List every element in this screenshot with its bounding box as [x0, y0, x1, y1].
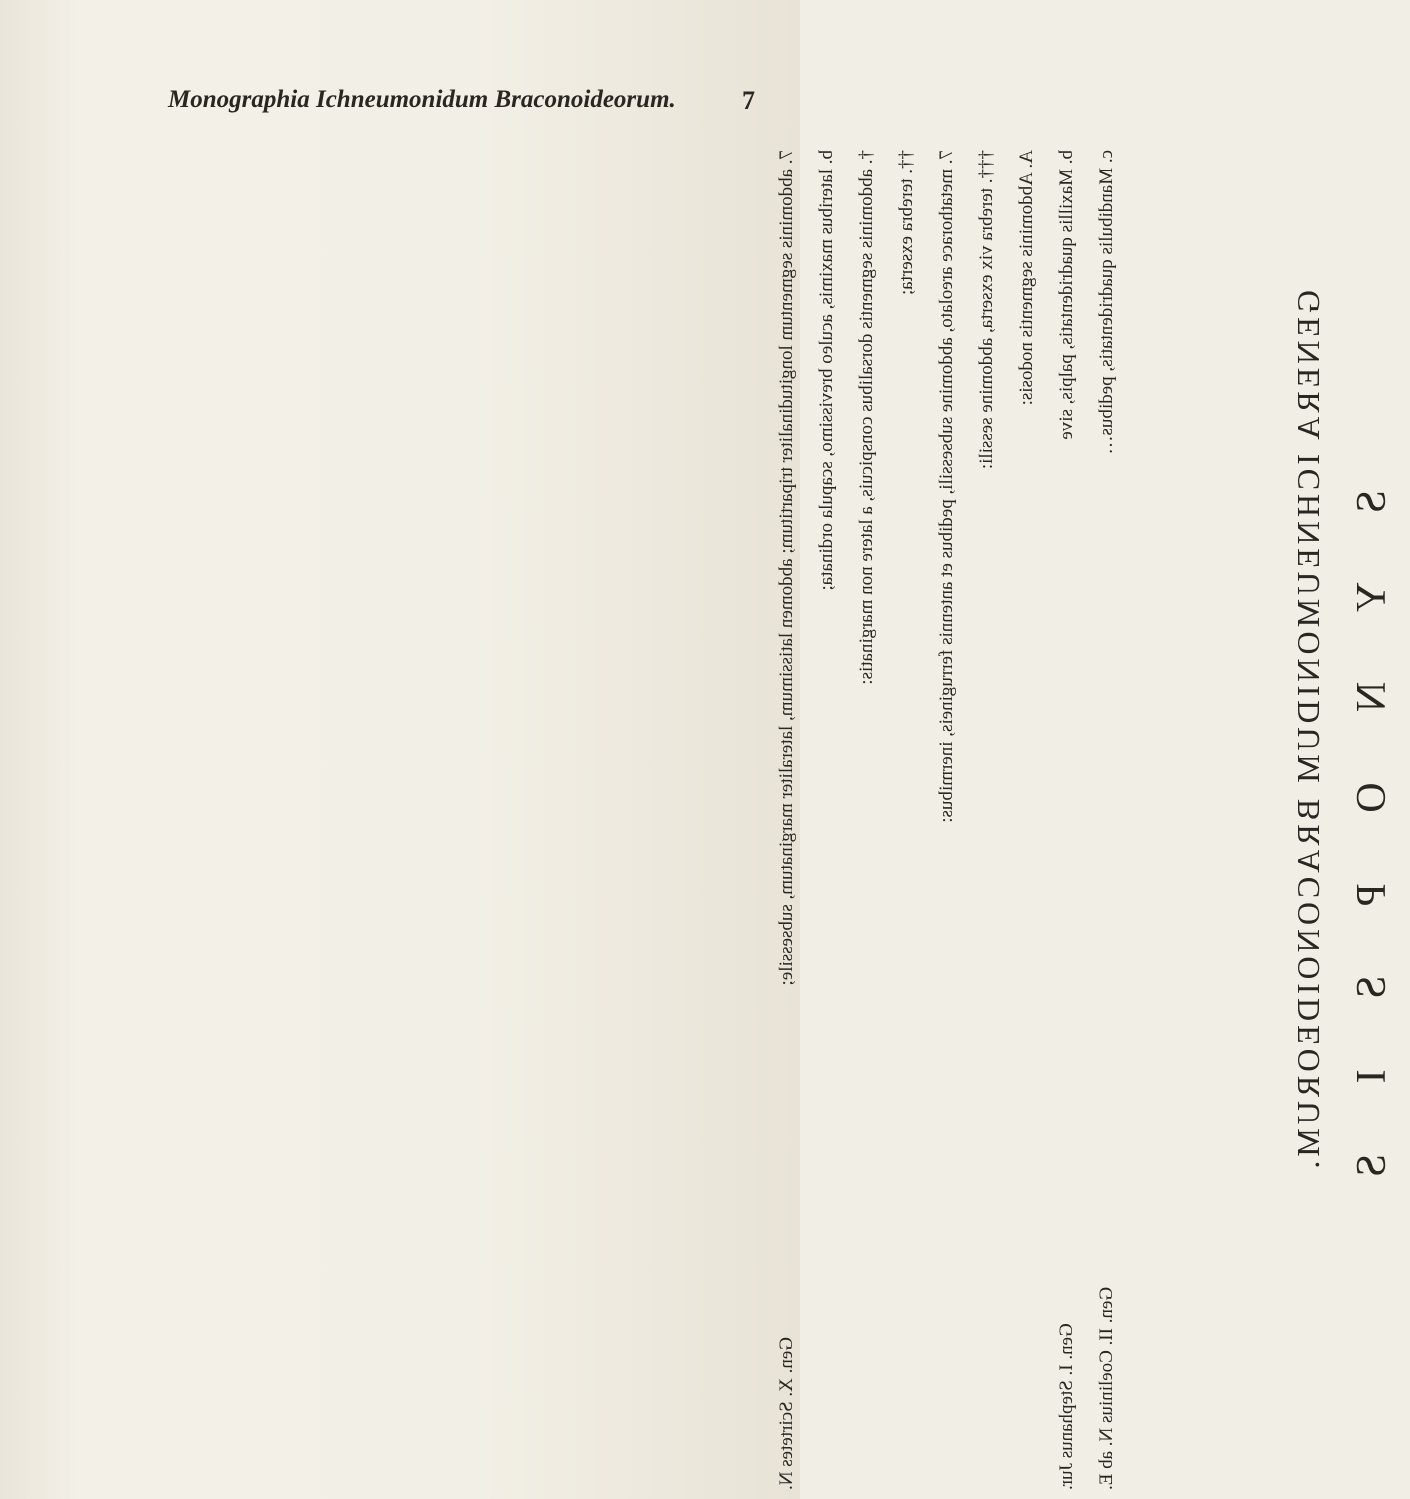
key-ref: Gen. I. Stephanus Jur.	[1056, 1323, 1077, 1490]
key-ref: Gen. X. Scirtetes N.	[776, 1336, 797, 1490]
key-text: †††. terebra vix exserta, abdomine sessili:	[976, 150, 997, 470]
key-ref: Gen. II. Coelinius N. ab E.	[1096, 1286, 1117, 1490]
key-text: ††. terebra exserta;	[896, 150, 917, 296]
key-row	[776, 150, 798, 1490]
header-title: Monographia Ichneumonidum Braconoideorum.	[168, 86, 676, 113]
key-text: b. Maxillis quadridentatis, palpis, sive	[1056, 150, 1077, 440]
rotated-text-block	[770, 150, 1410, 1490]
key-text: c. Mandibulis quadridentatis, pedibus…	[1096, 150, 1117, 455]
key-row	[856, 150, 878, 1490]
key-row	[976, 150, 998, 1490]
key-row	[936, 150, 958, 1490]
key-row	[1016, 150, 1038, 1490]
key-text: 7. metathorace areolato, abdomine subsessili, pedibus et antennis ferrugineis, inermibus:	[936, 150, 957, 823]
banner-synopsis: S Y N O P S I S	[1349, 490, 1395, 1208]
key-row	[896, 150, 918, 1490]
key-text: b. lateribus maximis, aculeo brevissimo, scapula ordinata;	[816, 150, 837, 591]
key-text: A. Abdominis segmentis nodosis:	[1016, 150, 1037, 406]
key-row	[1096, 150, 1118, 1490]
key-text: 7. abdominis segmentum longitudinaliter tripartitum; abdomen latissimum, lateraliter marginatum, subsessile;	[776, 150, 797, 986]
key-row	[1056, 150, 1078, 1490]
banner-genera: GENERA ICHNEUMONIDUM BRACONOIDEORUM.	[1290, 290, 1326, 1173]
key-row	[816, 150, 838, 1490]
key-text: †. abdominis segmentis dorsalibus conspicuis, a latere non marginatis:	[856, 150, 877, 685]
page-number: 7	[742, 86, 755, 115]
